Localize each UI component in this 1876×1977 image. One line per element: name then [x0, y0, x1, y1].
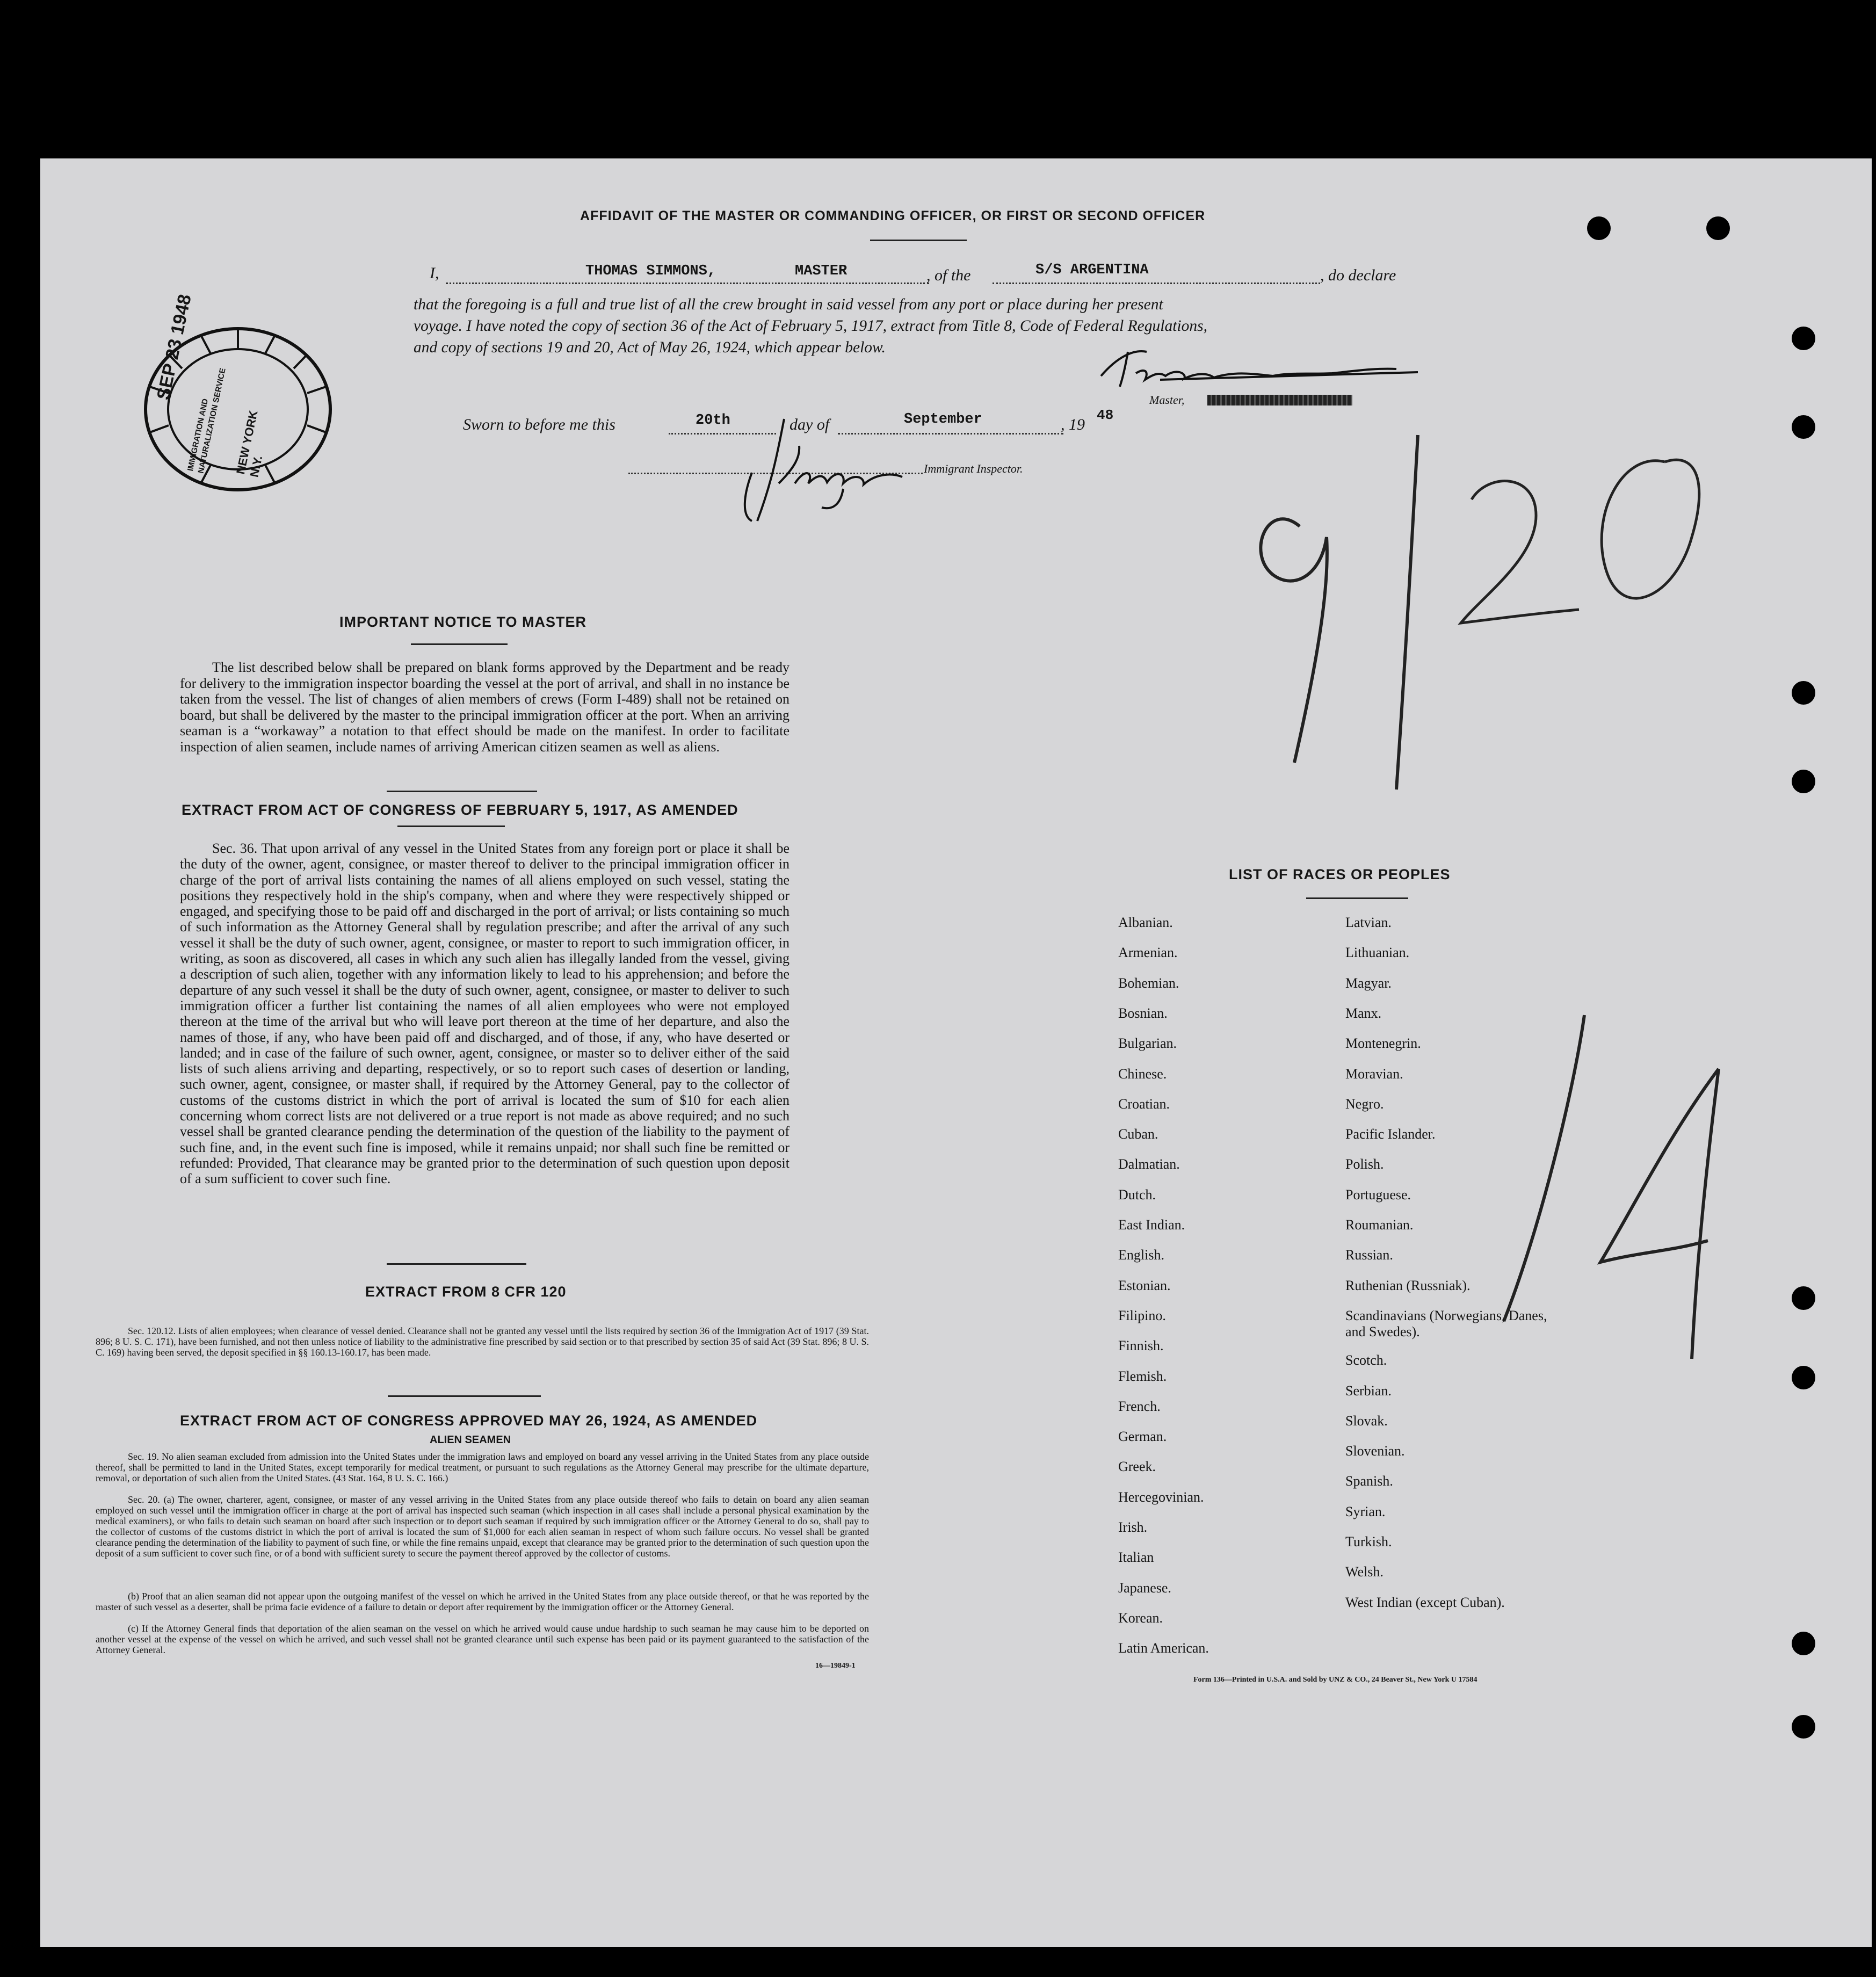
master-label: Master,: [1149, 393, 1185, 407]
race-item: Dutch.: [1118, 1186, 1156, 1203]
race-item: West Indian (except Cuban).: [1345, 1594, 1505, 1610]
extract-1924-sec19: Sec. 19. No alien seaman excluded from admission into the United States under the immigration laws and employed on board any vessel arriving in the United States from any place outside thereof, shall be permitted to land in the United States, except temporarily for medical treatment, or pursuant to such regulations as the Attorney General may prescribe for the ultimate departure, removal, or deportation of such alien from the United States. (43 Stat. 164, 8 U. S. C. 166.): [96, 1451, 869, 1483]
race-item: Flemish.: [1118, 1368, 1167, 1384]
extract-1917-body: Sec. 36. That upon arrival of any vessel in the United States from any foreign port or place it shall be the duty of the owner, agent, consignee, or master thereof to deliver to the principal immigration officer in charge of the port of arrival lists containing the names of all aliens employed on such vessel, stating the positions they respectively hold in the ship's company, when and where they were respectively shipped or engaged, and specifying those to be paid off and discharged in the port of arrival; or lists containing so much of such information as the Attorney General shall by regulation prescribe; and after the arrival of any such vessel it shall be the duty of such owner, agent, consignee, or master to report to such immigration officer, in writing, as soon as discovered, all cases in which any such alien has illegally landed from the vessel, giving a description of such alien, together with any information likely to lead to his apprehension; and before the departure of any such vessel it shall be the duty of such owner, agent, consignee, or master to deliver to such immigration officer a further list containing the names of all alien employees who were not employed thereon at the time of the arrival but who will leave port thereon at the time of her departure, and also the names of those, if any, who have been paid off and discharged, and of those, if any, who have deserted or landed; and in case of the failure of such owner, agent, consignee, or master so to deliver either of the said lists of such aliens arriving and departing, respectively, or so to report such cases of desertion or landing, such owner, agent, consignee, or master shall, if required by the Attorney General, pay to the collector of customs of the customs district in which the port of arrival is located the sum of $10 for each alien concerning whom correct lists are not delivered or a true report is not made as above required; and no such vessel shall be granted clearance pending the determination of the question of the liability to the payment of such fine, and, in the event such fine is imposed, while it remains unpaid; nor shall such fine be remitted or refunded: Provided, That clearance may be granted prior to the determination of such question upon deposit of a sum sufficient to cover such fine.: [180, 841, 789, 1187]
notice-title: IMPORTANT NOTICE TO MASTER: [339, 614, 586, 630]
struck-title: [1207, 395, 1352, 405]
master-signature: [1096, 346, 1429, 395]
date-pencil-mark: [1235, 419, 1735, 795]
vessel-line: [993, 283, 1320, 284]
race-item: Montenegrin.: [1345, 1035, 1421, 1052]
stamp-date: SEP 23 1948: [153, 292, 195, 402]
race-item: Estonian.: [1118, 1277, 1171, 1293]
inspector-signature: [714, 414, 929, 526]
extract-1924-subtitle: ALIEN SEAMEN: [430, 1434, 511, 1446]
race-item: Greek.: [1118, 1459, 1156, 1475]
binder-hole: [1792, 1366, 1815, 1389]
race-item: Finnish.: [1118, 1338, 1164, 1354]
affidavit-line-2: that the foregoing is a full and true list of all the crew brought in said vessel from any port or place during her present: [414, 296, 1163, 313]
race-item: Syrian.: [1345, 1503, 1386, 1519]
races-title: LIST OF RACES OR PEOPLES: [1229, 866, 1451, 882]
race-item: Hercegovinian.: [1118, 1489, 1204, 1505]
binder-hole: [1792, 415, 1815, 439]
race-item: Lithuanian.: [1345, 945, 1410, 961]
vessel-name: S/S ARGENTINA: [1035, 262, 1149, 278]
extract-1924-sec20b: (b) Proof that an alien seaman did not appear upon the outgoing manifest of the vessel on which he arrived in the United States from any place outside thereof, or that he was reported by the master of such vessel as a deserter, shall be prima facie evidence of a failure to detain or deport after requirement by the immigration officer or the Attorney General.: [96, 1591, 869, 1612]
race-item: Magyar.: [1345, 975, 1392, 991]
race-item: Bohemian.: [1118, 975, 1179, 991]
race-item: Roumanian.: [1345, 1217, 1414, 1233]
race-item: Welsh.: [1345, 1564, 1384, 1580]
race-item: Scandinavians (Norwegians, Danes, and Swedes).: [1345, 1307, 1547, 1339]
extract-1917-top-rule: [387, 791, 537, 792]
race-item: German.: [1118, 1429, 1167, 1445]
race-item: Italian: [1118, 1549, 1154, 1566]
sworn-year: 48: [1097, 407, 1114, 423]
day-of-label: day of: [789, 416, 830, 433]
name-line: [446, 283, 929, 284]
race-item: Croatian.: [1118, 1096, 1170, 1112]
do-declare-label: , do declare: [1320, 266, 1396, 284]
i-label: I,: [430, 264, 439, 282]
race-item: Japanese.: [1118, 1580, 1171, 1596]
binder-hole: [1792, 1632, 1815, 1655]
binder-hole: [1792, 770, 1815, 793]
binder-hole: [1792, 1286, 1815, 1310]
of-the-label: , of the: [926, 266, 971, 284]
race-item: Slovak.: [1345, 1413, 1388, 1429]
notice-title-rule: [411, 643, 508, 645]
binder-hole: [1792, 681, 1815, 705]
extract-cfr-title: EXTRACT FROM 8 CFR 120: [365, 1284, 567, 1300]
race-item: Turkish.: [1345, 1534, 1392, 1549]
race-item: Dalmatian.: [1118, 1156, 1180, 1172]
binder-hole: [1587, 216, 1611, 240]
binder-hole: [1792, 327, 1815, 350]
race-item: Moravian.: [1345, 1066, 1403, 1082]
race-item: Slovenian.: [1345, 1443, 1405, 1459]
affidavit-line-3: voyage. I have noted the copy of section 36 of the Act of February 5, 1917, extract from Title 8, Code of Federal Regulations,: [414, 317, 1207, 335]
binder-hole: [1792, 1715, 1815, 1739]
race-item: English.: [1118, 1247, 1164, 1263]
race-item: French.: [1118, 1398, 1161, 1414]
race-item: Albanian.: [1118, 915, 1173, 930]
binder-hole: [1706, 216, 1730, 240]
extract-1917-title: EXTRACT FROM ACT OF CONGRESS OF FEBRUARY 5, 1917, AS AMENDED: [182, 802, 738, 818]
form-footer: Form 136—Printed in U.S.A. and Sold by UNZ & CO., 24 Beaver St., New York U 17584: [1193, 1676, 1477, 1684]
race-item: Bosnian.: [1118, 1005, 1168, 1021]
sworn-label: Sworn to before me this: [463, 416, 615, 433]
extract-cfr-body: Sec. 120.12. Lists of alien employees; when clearance of vessel denied. Clearance shall not be granted any vessel until the lists required by section 36 of the Immigration Act of 1917 (39 Stat. 896; 8 U. S. C. 171), have been furnished, and not then unless notice of liability to the administrative fine prescribed by said section or to that prescribed by section 35 of said Act (39 Stat. 896; 8 U. S. C. 169) having been served, the deposit specified in §§ 160.13-160.17, has been made.: [96, 1326, 869, 1358]
extract-1924-sec20c: (c) If the Attorney General finds that deportation of the alien seaman on the vessel on which he arrived would cause undue hardship to such seaman he may cause him to be deported on another vessel at the expense of the vessel on which he arrived, and such vessel shall not be granted clearance until such expense has been paid or its payment guaranteed to the satisfaction of the Attorney General.: [96, 1623, 869, 1655]
extract-1924-top-rule: [388, 1395, 541, 1397]
race-item: Spanish.: [1345, 1473, 1393, 1489]
race-item: Ruthenian (Russniak).: [1345, 1277, 1471, 1293]
sworn-month: September: [904, 411, 982, 428]
master-rank: MASTER: [795, 263, 848, 279]
race-item: Serbian.: [1345, 1382, 1392, 1399]
master-name: THOMAS SIMMONS,: [585, 263, 716, 279]
race-item: Portuguese.: [1345, 1186, 1411, 1203]
race-item: Armenian.: [1118, 945, 1178, 961]
extract-1924-title: EXTRACT FROM ACT OF CONGRESS APPROVED MAY 26, 1924, AS AMENDED: [180, 1413, 758, 1429]
notice-body: The list described below shall be prepared on blank forms approved by the Department and be ready for delivery to the immigration inspector boarding the vessel at the port of arrival, and shall in no instance be taken from the vessel. The list of changes of alien members of crews (Form I-489) shall not be retained on board, but shall be delivered by the master to the principal immigration officer at the port. When an arriving seaman is a “workaway” a notation to that effect should be made on the manifest. In order to facilitate inspection of alien seamen, include names of arriving American citizen seamen as well as aliens.: [180, 660, 789, 755]
race-item: East Indian.: [1118, 1217, 1185, 1233]
sworn-day: 20th: [696, 412, 730, 429]
form-code: 16—19849-1: [815, 1662, 856, 1670]
race-item: Polish.: [1345, 1156, 1384, 1172]
race-item: Irish.: [1118, 1519, 1148, 1535]
extract-cfr-top-rule: [387, 1263, 526, 1265]
race-item: Bulgarian.: [1118, 1035, 1177, 1052]
inspector-label: Immigrant Inspector.: [924, 462, 1023, 475]
extract-1917-bottom-rule: [397, 825, 505, 827]
year-prefix: , 19: [1061, 416, 1085, 433]
race-item: Cuban.: [1118, 1126, 1158, 1142]
race-item: Latin American.: [1118, 1640, 1209, 1656]
stamp-service: IMMIGRATION AND NATURALIZATION SERVICE: [185, 367, 228, 474]
race-item: Latvian.: [1345, 915, 1392, 930]
affidavit-title-rule: [870, 240, 967, 241]
affidavit-title: AFFIDAVIT OF THE MASTER OR COMMANDING OFFICER, OR FIRST OR SECOND OFFICER: [580, 208, 1206, 223]
affidavit-line-4: and copy of sections 19 and 20, Act of May 26, 1924, which appear below.: [414, 339, 886, 356]
race-item: Pacific Islander.: [1345, 1126, 1436, 1142]
race-item: Chinese.: [1118, 1066, 1167, 1082]
race-item: Manx.: [1345, 1005, 1382, 1021]
race-item: Russian.: [1345, 1247, 1393, 1263]
race-item: Filipino.: [1118, 1307, 1166, 1323]
extract-1924-sec20a: Sec. 20. (a) The owner, charterer, agent, consignee, or master of any vessel arriving in the United States from any place outside thereof who fails to detain on board any alien seaman employed on such vessel until the immigration officer in charge at the port of arrival has inspected such seaman (which inspection in all cases shall include a personal physical examination by the medical examiners), or who fails to detain such seaman on board after such inspection or to deport such seaman if required by such immigration officer or the Attorney General to do so, shall pay to the collector of customs of the customs district in which the port of arrival is located the sum of $1,000 for each alien seaman in respect of whom such failure occurs. No vessel shall be granted clearance pending the determination of the liability to payment of such fine, or while the fine remains unpaid, except that clearance may be granted prior to the determination of such question upon the deposit of a sum sufficient to cover such fine, or of a bond with sufficient surety to secure the payment thereof approved by the collector of customs.: [96, 1494, 869, 1559]
race-item: Scotch.: [1345, 1352, 1387, 1368]
race-item: Korean.: [1118, 1610, 1163, 1626]
stamp-city: NEW YORK N.Y.: [234, 409, 265, 479]
race-item: Negro.: [1345, 1096, 1384, 1112]
races-title-rule: [1306, 897, 1408, 899]
